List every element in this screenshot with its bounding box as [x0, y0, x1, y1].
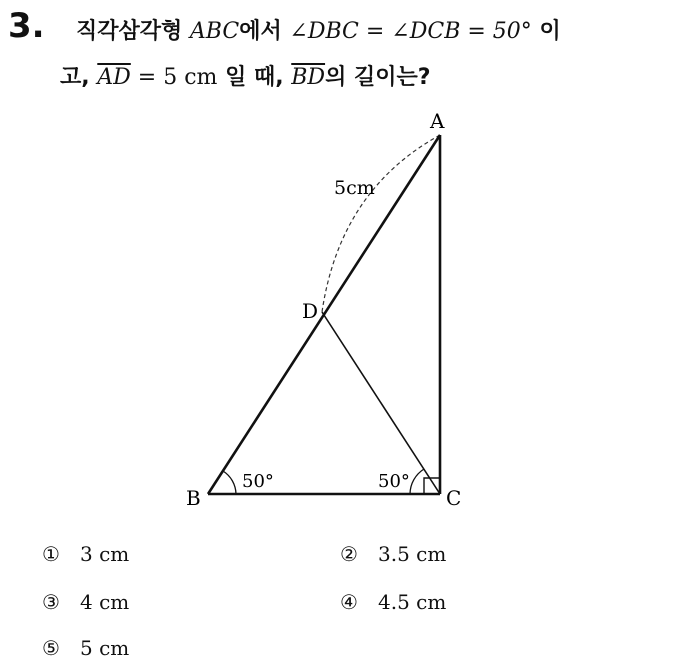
question-number: 3. — [8, 6, 45, 46]
choice-text: 4.5 cm — [378, 590, 447, 614]
choice-text: 5 cm — [80, 636, 130, 660]
angle-c-arc — [410, 469, 424, 494]
angle-b-label: 50° — [242, 471, 274, 492]
choice-text: 3 cm — [80, 542, 130, 566]
angle-condition: ∠DBC = ∠DCB = 50° — [289, 19, 532, 44]
question-text: 이 — [531, 19, 561, 44]
vertex-c-label: C — [446, 486, 462, 510]
choice-4[interactable] — [340, 590, 446, 614]
arc-length-label: 5cm — [334, 177, 375, 199]
question-text: 의 길이는? — [325, 65, 431, 90]
choice-marker: ③ — [42, 590, 60, 614]
choice-1[interactable] — [42, 542, 129, 566]
choice-2[interactable] — [340, 542, 446, 566]
angle-c-label: 50° — [378, 471, 410, 492]
question-text: 직각삼각형 — [76, 19, 190, 44]
choice-text: 4 cm — [80, 590, 130, 614]
question-text: 에서 — [239, 19, 290, 44]
vertex-a-label: A — [430, 109, 445, 133]
choice-3[interactable] — [42, 590, 129, 614]
point-d-label: D — [302, 299, 319, 323]
choice-marker: ② — [340, 542, 358, 566]
question-text: 고, — [60, 65, 98, 90]
segment-bd: $\overline{BD}$ — [291, 65, 326, 90]
segment-dc — [322, 312, 440, 494]
choice-text: 3.5 cm — [378, 542, 447, 566]
segment-ad: $\overline{AD}$ — [97, 65, 131, 90]
choice-marker: ⑤ — [42, 636, 60, 660]
question-text: 일 때, — [217, 65, 292, 90]
choice-marker: ① — [42, 542, 60, 566]
ad-length: = 5 cm — [130, 65, 218, 90]
triangle-name: ABC — [189, 19, 240, 44]
choice-marker: ④ — [340, 590, 358, 614]
choice-5[interactable] — [42, 636, 129, 660]
vertex-b-label: B — [186, 486, 201, 510]
angle-b-arc — [223, 471, 236, 494]
